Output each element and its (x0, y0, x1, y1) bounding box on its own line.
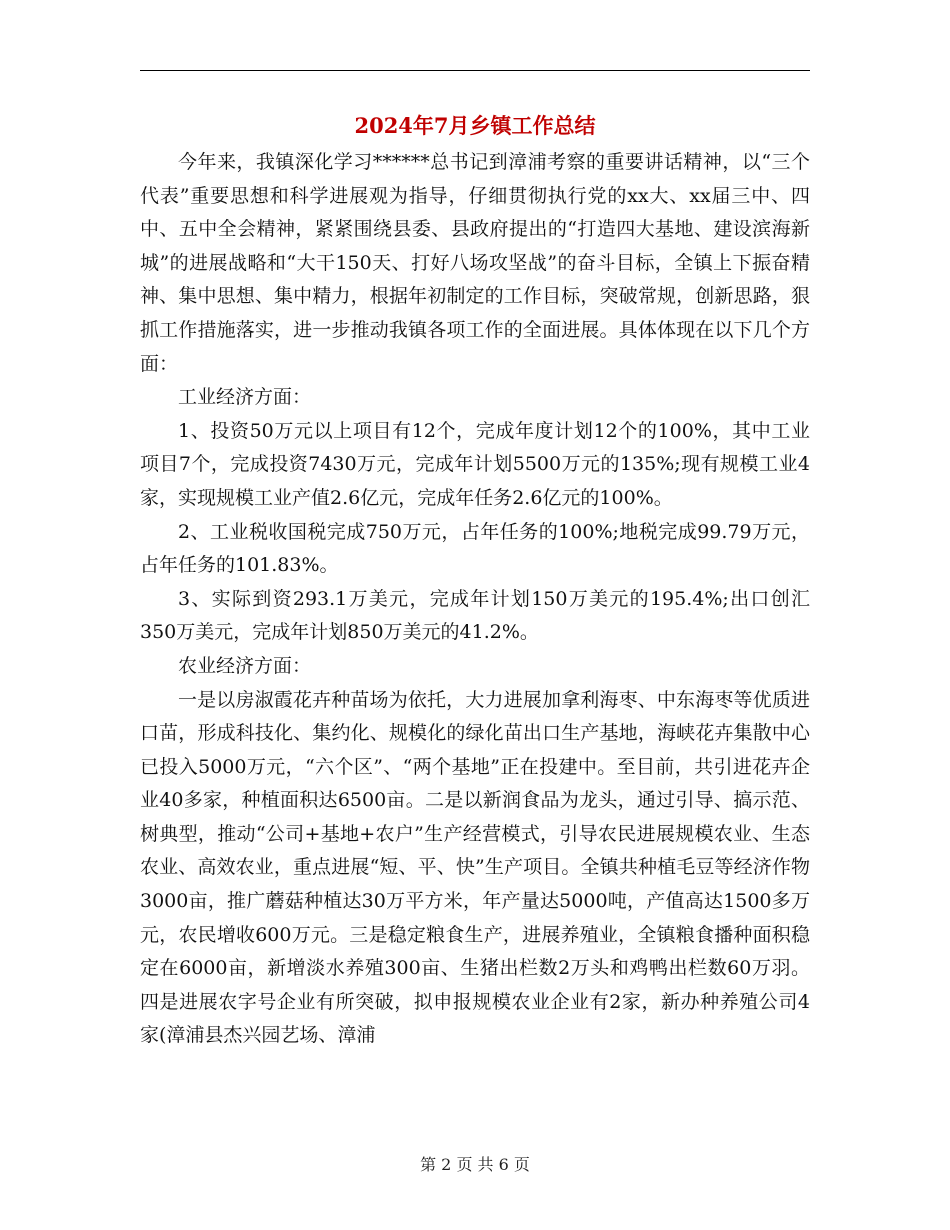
paragraph-industry-1: 1、投资50万元以上项目有12个，完成年度计划12个的100%，其中工业项目7个，完成投资7430万元，完成年计划5500万元的135%;现有规模工业4家，实现规模工业产值2.6亿元，完成年任务2.6亿元的100%。 (140, 419, 810, 509)
paragraph-industry-3: 3、实际到资293.1万美元，完成年计划150万美元的195.4%;出口创汇350万美元，完成年计划850万美元的41.2%。 (140, 587, 810, 644)
header-rule (140, 70, 810, 71)
paragraph-industry-2: 2、工业税收国税完成750万元，占年任务的100%;地税完成99.79万元，占年任务的101.83%。 (140, 520, 810, 577)
paragraph-intro: 今年来，我镇深化学习******总书记到漳浦考察的重要讲话精神，以“三个代表”重要思想和科学进展观为指导，仔细贯彻执行党的xx大、xx届三中、四中、五中全会精神，紧紧围绕县委、县政府提出的“打造四大基地、建设滨海新城”的进展战略和“大干150天、打好八场攻坚战”的奋斗目标，全镇上下振奋精神、集中思想、集中精力，根据年初制定的工作目标，突破常规，创新思路，狠抓工作措施落实，进一步推动我镇各项工作的全面进展。具体体现在以下几个方面： (140, 151, 810, 375)
section-heading-agriculture: 农业经济方面： (178, 654, 312, 677)
page-number: 第 2 页 共 6 页 (420, 1155, 530, 1174)
document-body (140, 146, 810, 1053)
document-title: 2024年7月乡镇工作总结 (354, 113, 596, 138)
section-heading-industry: 工业经济方面： (178, 386, 312, 409)
paragraph-agriculture: 一是以房淑霞花卉种苗场为依托，大力进展加拿利海枣、中东海枣等优质进口苗，形成科技化、集约化、规模化的绿化苗出口生产基地，海峡花卉集散中心已投入5000万元，“六个区”、“两个基地”正在投建中。至目前，共引进花卉企业40多家，种植面积达6500亩。二是以新润食品为龙头，通过引导、搞示范、树典型，推动“公司+基地+农户”生产经营模式，引导农民进展规模农业、生态农业、高效农业，重点进展“短、平、快”生产项目。全镇共种植毛豆等经济作物3000亩，推广蘑菇种植达30万平方米，年产量达5000吨，产值高达1500多万元，农民增收600万元。三是稳定粮食生产，进展养殖业，全镇粮食播种面积稳定在6000亩，新增淡水养殖300亩、生猪出栏数2万头和鸡鸭出栏数60万羽。四是进展农字号企业有所突破，拟申报规模农业企业有2家，新办种养殖公司4家(漳浦县杰兴园艺场、漳浦 (140, 688, 810, 1047)
